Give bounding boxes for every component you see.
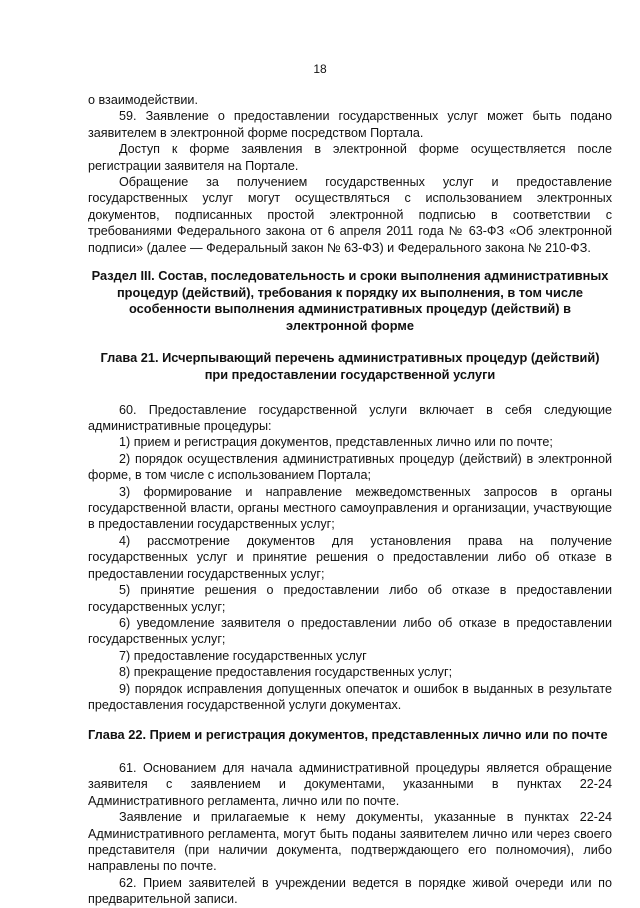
document-body xyxy=(88,92,612,908)
list-item-3: 3) формирование и направление межведомственных запросов в органы государственной власти, органы местного самоуправления и организации, участвующие в предоставлении государственных услуг; xyxy=(88,484,612,532)
list-item-1: 1) прием и регистрация документов, представленных лично или по почте; xyxy=(119,435,553,450)
paragraph-59: 59. Заявление о предоставлении государственных услуг может быть подано заявителем в электронной форме посредством Портала. xyxy=(88,109,612,140)
paragraph-61: 61. Основанием для начала административной процедуры является обращение заявителя с заявлением и документами, указанными в пунктах 22-24 Административного регламента, лично или по почте. xyxy=(88,760,612,808)
page-number: 18 xyxy=(313,62,327,76)
paragraph-61-documents: Заявление и прилагаемые к нему документы, указанные в пунктах 22-24 Административного регламента, могут быть поданы заявителем лично или через своего представителя (при наличии документа, подтверждающего его полномочия), либо направлены по почте. xyxy=(88,810,612,874)
paragraph-interaction-end: о взаимодействии. xyxy=(88,93,198,107)
chapter-22-title: Глава 22. Прием и регистрация документов, представленных лично или по почте xyxy=(88,727,608,743)
paragraph-60: 60. Предоставление государственной услуги включает в себя следующие административные процедуры: xyxy=(88,402,612,434)
paragraph-access-form: Доступ к форме заявления в электронной форме осуществляется после регистрации заявителя на Портале. xyxy=(88,142,612,173)
paragraph-electronic-signature: Обращение за получением государственных услуг и предоставление государственных услуг могут осуществляться с использованием электронных документов, подписанных простой электронной подписью в соответствии с требованиями Федерального закона от 6 апреля 2011 года № 63-ФЗ «Об электронной подписи» (далее — Федеральный закон № 63-ФЗ) и Федерального закона № 210-ФЗ. xyxy=(88,175,612,255)
list-item-8: 8) прекращение предоставления государственных услуг; xyxy=(119,665,453,680)
list-item-4: 4) рассмотрение документов для установления права на получение государственных услуг и принятие решения о предоставлении либо об отказе в предоставлении государственных услуг; xyxy=(88,533,612,581)
list-item-2: 2) порядок осуществления административных процедур (действий) в электронной форме, в том числе с использованием Портала; xyxy=(88,451,612,483)
paragraph-62: 62. Прием заявителей в учреждении ведется в порядке живой очереди или по предварительной записи. xyxy=(88,875,612,907)
section-3-title: Раздел III. Состав, последовательность и сроки выполнения административных процедур (действий), требования к порядку их выполнения, в том числе особенности выполнения административных процедур (действий) в электронной форме xyxy=(91,268,609,333)
list-item-6: 6) уведомление заявителя о предоставлении либо об отказе в предоставлении государственных услуг; xyxy=(88,615,612,647)
list-item-7: 7) предоставление государственных услуг xyxy=(119,648,367,663)
list-item-9: 9) порядок исправления допущенных опечаток и ошибок в выданных в результате предоставления государственной услуги документах. xyxy=(88,681,612,712)
list-item-5: 5) принятие решения о предоставлении либо об отказе в предоставлении государственных услуг; xyxy=(88,583,612,614)
chapter-21-title: Глава 21. Исчерпывающий перечень административных процедур (действий) при предоставлении государственной услуги xyxy=(100,350,600,383)
